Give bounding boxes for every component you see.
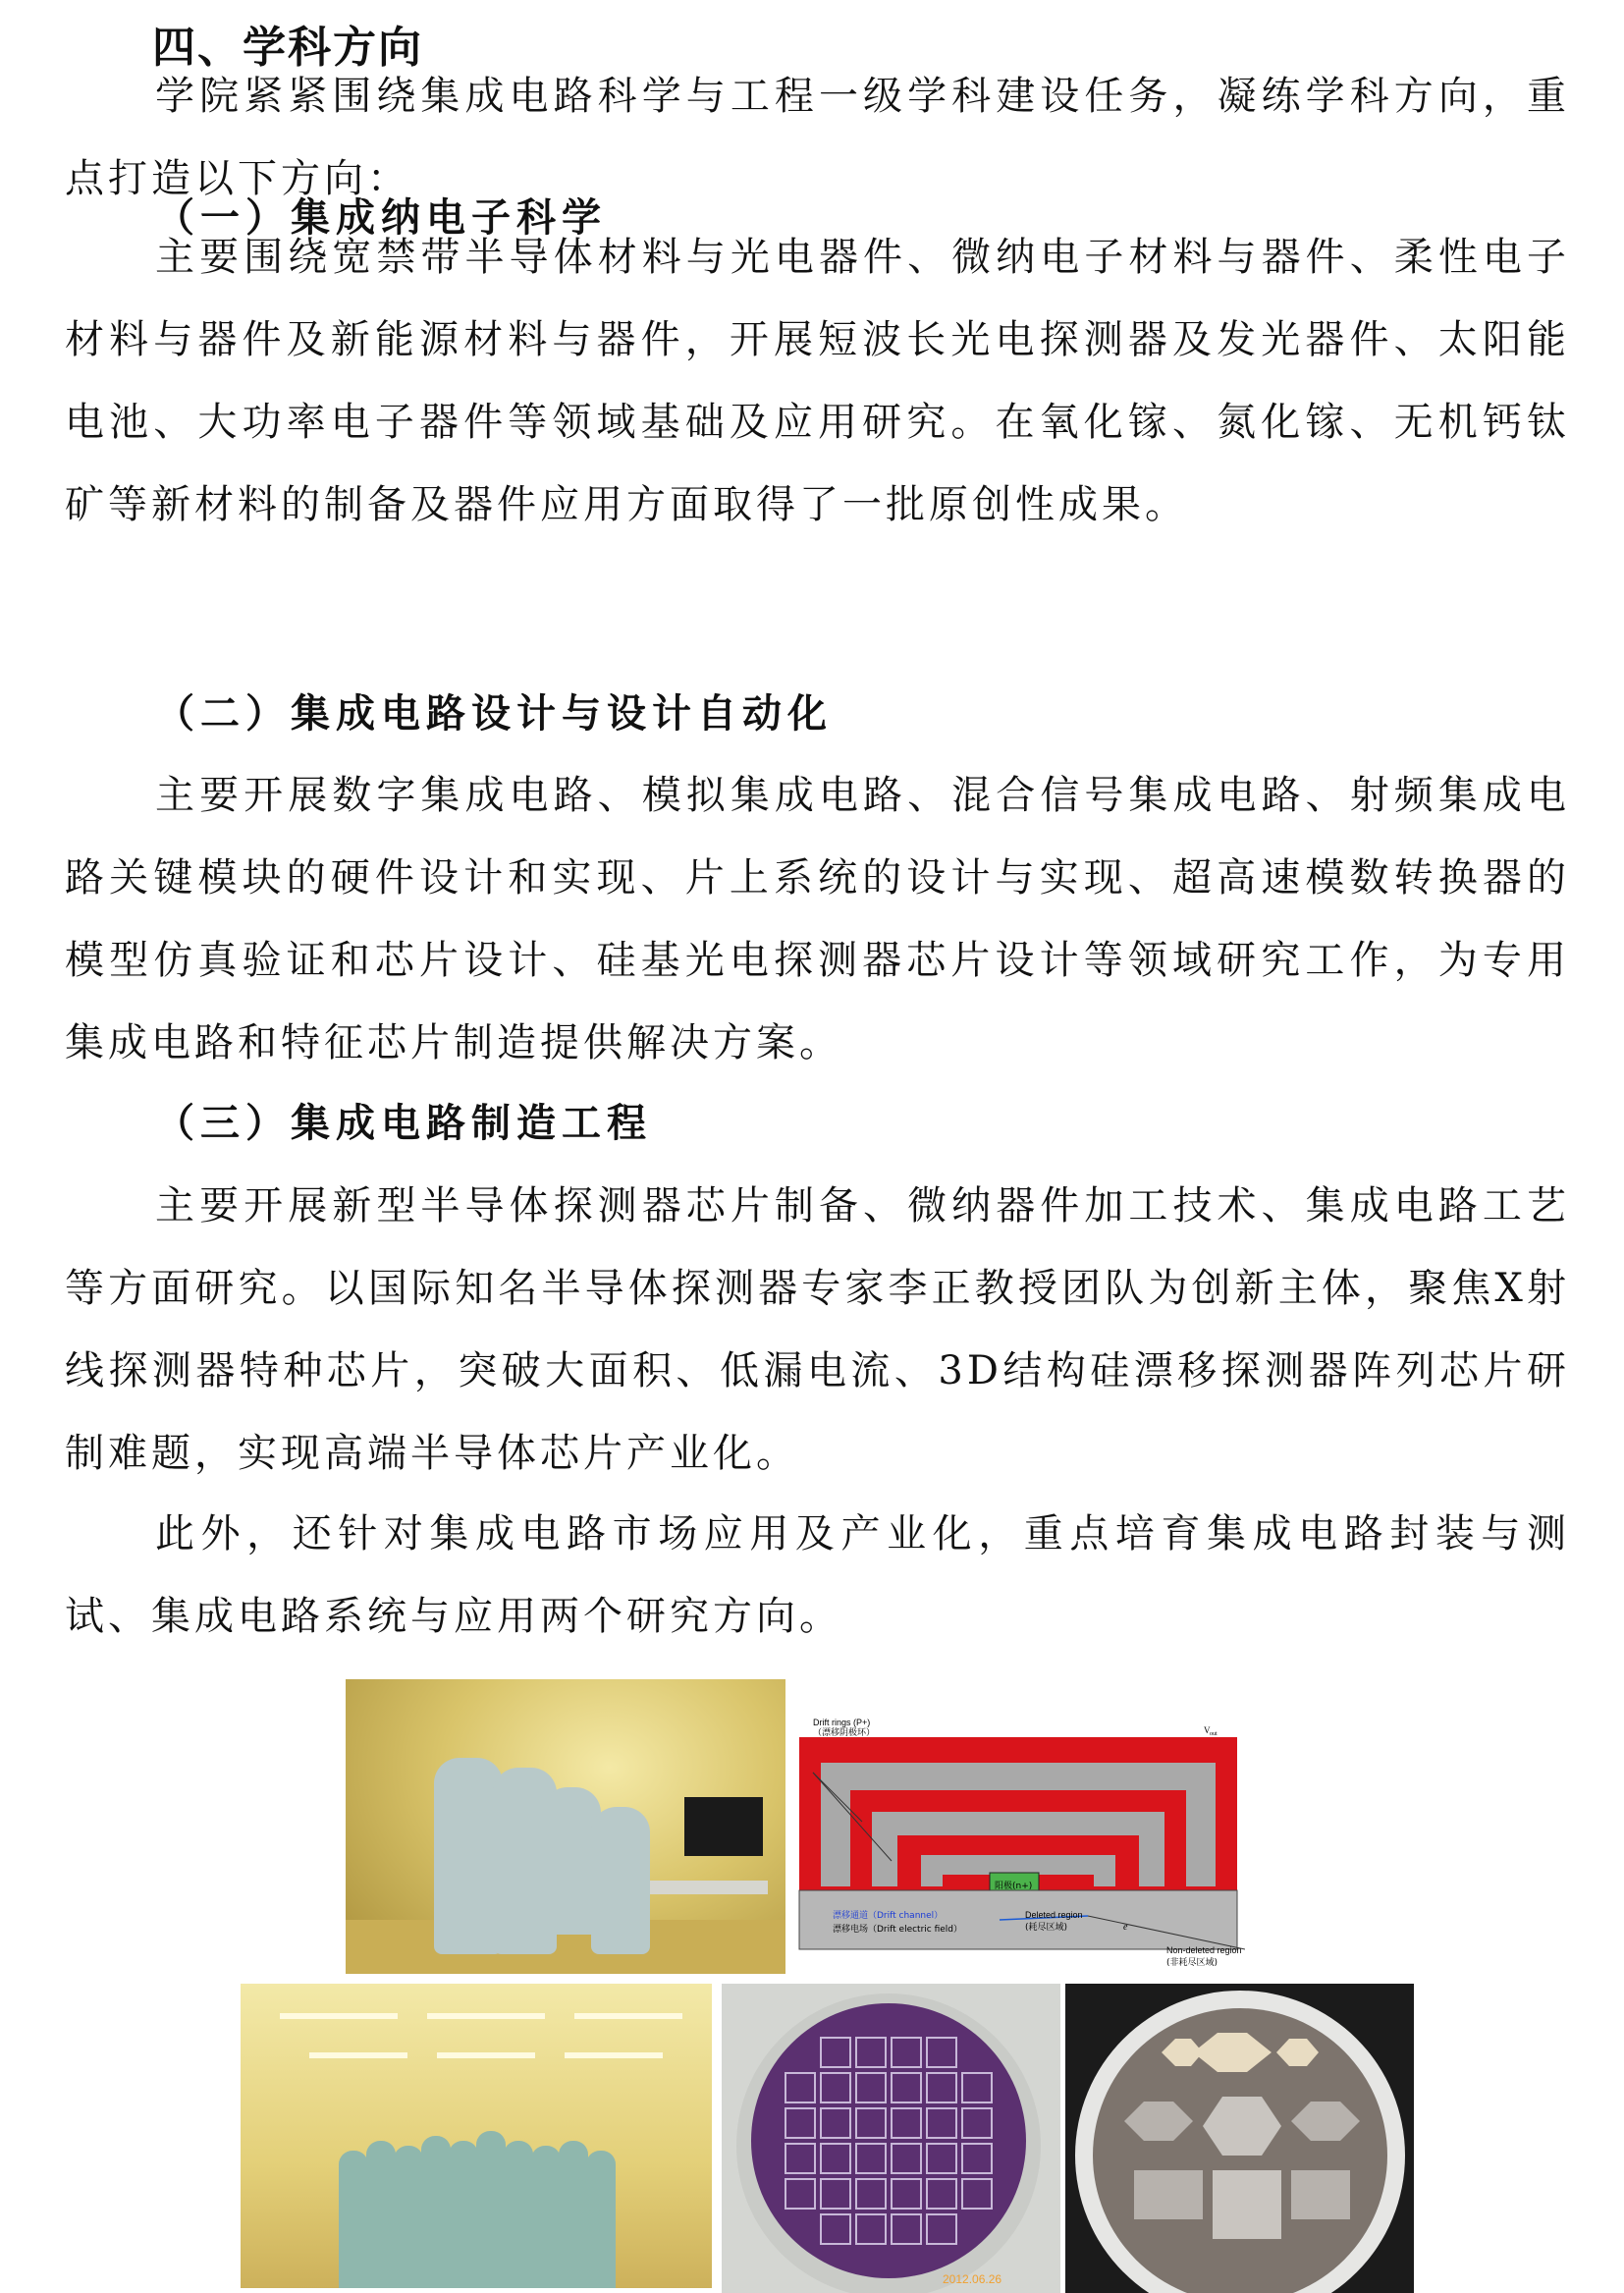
nondepleted-label-cn: (非耗尽区域) (1166, 1958, 1218, 1968)
ceiling-light (574, 2013, 682, 2019)
section-title: 四、学科方向 (152, 23, 423, 73)
direction-1-body: 主要围绕宽禁带半导体材料与光电器件、微纳电子材料与器件、柔性电子材料与器件及新能源材料与器件，开展短波长光电探测器及发光器件、太阳能电池、大功率电子器件等领域基础及应用研究。在氧化镓、氮化镓、无机钙钛矿等新材料的制备及器件应用方面取得了一批原创性成果。 (65, 235, 1570, 527)
square-die (1134, 2170, 1203, 2219)
wafer-disc (751, 2003, 1026, 2278)
anode-label: 阳极(n+) (995, 1882, 1033, 1891)
ceiling-light (565, 2052, 663, 2058)
intro-paragraph: 学院紧紧围绕集成电路科学与工程一级学科建设任务，凝练学科方向，重点打造以下方向： (65, 74, 1570, 201)
hexagon-wafer-photo (1065, 1984, 1414, 2293)
monitor (684, 1797, 763, 1856)
ceiling-light (427, 2013, 545, 2019)
ceiling-light (280, 2013, 398, 2019)
drift-detector-diagram (793, 1714, 1245, 1969)
purple-wafer-photo (722, 1984, 1060, 2293)
direction-2-heading: （二）集成电路设计与设计自动化 (155, 690, 833, 737)
depleted-label: Deleted region (1025, 1910, 1083, 1920)
ceiling-light (309, 2052, 407, 2058)
direction-1-heading: （一）集成纳电子科学 (155, 194, 607, 241)
team-members (339, 2102, 633, 2288)
cleanroom-lab-photo (346, 1679, 785, 1974)
direction-3-body: 主要开展新型半导体探测器芯片制备、微纳器件加工技术、集成电路工艺等方面研究。以国际知名半导体探测器专家李正教授团队为创新主体，聚焦X射线探测器特种芯片，突破大面积、低漏电流、3D结构硅漂移探测器阵列芯片研制难题，实现高端半导体芯片产业化。 (65, 1183, 1570, 1476)
electron-label: e (1123, 1922, 1128, 1933)
ceiling-light (437, 2052, 535, 2058)
square-die (1291, 2170, 1350, 2219)
direction-3-heading: （三）集成电路制造工程 (155, 1100, 652, 1146)
researcher (591, 1807, 650, 1954)
drift-rings-label: Drift rings (P+) (813, 1718, 871, 1727)
nondepleted-label: Non-deleted region (1166, 1945, 1242, 1955)
vout-label: V (1204, 1725, 1211, 1735)
drift-rings-label-cn: （漂移阴极环） (813, 1728, 876, 1738)
drift-field-label: 漂移电场（Drift electric field） (833, 1925, 963, 1935)
direction-2-body: 主要开展数字集成电路、模拟集成电路、混合信号集成电路、射频集成电路关键模块的硬件设计和实现、片上系统的设计与实现、超高速模数转换器的模型仿真验证和芯片设计、硅基光电探测器芯片设计等领域研究工作，为专用集成电路和特征芯片制造提供解决方案。 (65, 773, 1570, 1065)
drift-channel-label: 漂移通道（Drift channel） (833, 1911, 944, 1921)
closing-paragraph: 此外，还针对集成电路市场应用及产业化，重点培育集成电路封装与测试、集成电路系统与应用两个研究方向。 (65, 1511, 1570, 1639)
depleted-label-cn: (耗尽区域) (1025, 1923, 1068, 1933)
square-die (1213, 2170, 1281, 2239)
team-group-photo (241, 1984, 712, 2288)
vout-sub: out (1210, 1731, 1218, 1737)
photo-date-stamp: 2012.06.26 (943, 2272, 1002, 2286)
